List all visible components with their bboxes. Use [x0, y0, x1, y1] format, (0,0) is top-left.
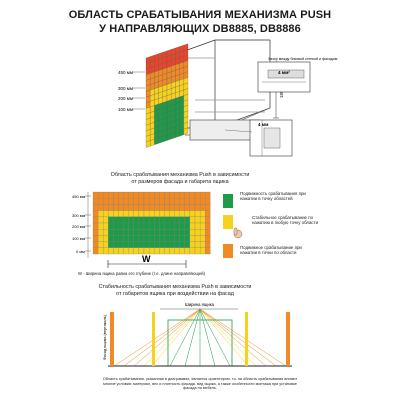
- flat-grid-cell: [159, 217, 164, 223]
- flat-grid-cell: [170, 217, 175, 223]
- flat-grid-cell: [195, 248, 200, 254]
- flat-grid-cell: [124, 229, 129, 235]
- flat-grid-cell: [98, 248, 103, 254]
- fan-diagram: [0, 298, 400, 378]
- flat-grid-cell: [159, 204, 164, 210]
- flat-grid-cell: [103, 211, 108, 217]
- flat-grid-cell: [149, 229, 154, 235]
- flat-grid-cell: [134, 198, 139, 204]
- flat-grid-cell: [98, 242, 103, 248]
- flat-grid-cell: [200, 235, 205, 241]
- flat-grid-cell: [170, 192, 175, 198]
- flat-grid-cell: [119, 217, 124, 223]
- height-label-200: 200 мм: [118, 96, 133, 101]
- legend-text-yellow: Стабильное срабатывание по нажатию в любую точку области: [252, 215, 319, 226]
- flat-grid-cell: [170, 223, 175, 229]
- flat-grid-cell: [149, 242, 154, 248]
- legend-text-orange: Подвижное срабатывание при нажатии в точки по области: [240, 245, 302, 256]
- flat-grid-cell: [108, 204, 113, 210]
- flat-grid-cell: [185, 242, 190, 248]
- flat-grid-cell: [108, 223, 113, 229]
- caption-2-line-1: Область срабатывания механизма Push в зависимости: [110, 172, 250, 178]
- inset-detail-top: [258, 62, 310, 92]
- flat-grid-cell: [108, 211, 113, 217]
- height-label-450: 450 мм: [118, 70, 133, 75]
- flat-grid-cell: [200, 217, 205, 223]
- flat-grid-cell: [113, 242, 118, 248]
- flat-grid-cell: [139, 235, 144, 241]
- flat-grid-cell: [200, 242, 205, 248]
- flat-grid-cell: [205, 229, 210, 235]
- flat-grid-cell: [205, 192, 210, 198]
- drawer-3d-diagram: [0, 0, 400, 175]
- flat-grid-cell: [144, 217, 149, 223]
- flat-grid-cell: [154, 248, 159, 254]
- flat-grid-cell: [180, 229, 185, 235]
- flat-grid-cell: [195, 229, 200, 235]
- flat-grid-cell: [170, 248, 175, 254]
- flat-grid-cell: [124, 248, 129, 254]
- flat-grid-cell: [190, 248, 195, 254]
- flat-grid-cell: [139, 223, 144, 229]
- flat-grid-cell: [170, 235, 175, 241]
- fan-line: [200, 309, 230, 366]
- flat-grid-cell: [93, 192, 98, 198]
- flat-grid-cell: [200, 229, 205, 235]
- pointing-hand-icon: [234, 228, 242, 238]
- flat-grid-cell: [205, 204, 210, 210]
- flat-grid-cell: [113, 229, 118, 235]
- flat-grid-cell: [200, 192, 205, 198]
- flat-axis-label-300: 300 мм: [72, 213, 86, 218]
- flat-grid-cell: [139, 217, 144, 223]
- flat-grid-cell: [139, 204, 144, 210]
- fan-line: [200, 309, 276, 366]
- legend-swatch-yellow: [223, 215, 233, 229]
- flat-axis-label-0: 0 мм: [76, 249, 85, 254]
- flat-grid-cell: [139, 211, 144, 217]
- flat-grid-cell: [98, 235, 103, 241]
- flat-grid-cell: [119, 242, 124, 248]
- flat-grid-cell: [93, 235, 98, 241]
- flat-grid-cell: [119, 235, 124, 241]
- flat-grid-cell: [180, 223, 185, 229]
- caption-section-3: [60, 284, 290, 297]
- flat-grid-cell: [98, 198, 103, 204]
- flat-grid-cell: [119, 229, 124, 235]
- flat-grid-cell: [129, 204, 134, 210]
- flat-grid-cell: [108, 229, 113, 235]
- flat-grid-cell: [205, 217, 210, 223]
- flat-grid-cell: [134, 223, 139, 229]
- flat-grid-cell: [124, 204, 129, 210]
- flat-grid-cell: [144, 229, 149, 235]
- facade-heat-grid: [146, 44, 188, 148]
- flat-grid-cell: [190, 242, 195, 248]
- gap-label-bottom: 4 мм: [258, 122, 269, 127]
- flat-grid-cell: [139, 242, 144, 248]
- flat-grid-cell: [149, 204, 154, 210]
- legend-item-green: [240, 191, 318, 201]
- flat-grid-cell: [103, 229, 108, 235]
- inset-note: Зазор между боковой стенкой и фасадом: [268, 57, 338, 61]
- fan-line: [124, 309, 200, 366]
- flat-grid-cell: [190, 211, 195, 217]
- flat-grid-cell: [119, 192, 124, 198]
- flat-grid-cell: [149, 192, 154, 198]
- flat-grid-cell: [164, 204, 169, 210]
- flat-grid-cell: [205, 223, 210, 229]
- flat-grid-cell: [159, 229, 164, 235]
- flat-grid-cell: [190, 229, 195, 235]
- flat-grid-cell: [149, 211, 154, 217]
- flat-grid-cell: [164, 223, 169, 229]
- flat-grid-cell: [205, 198, 210, 204]
- flat-grid-cell: [98, 192, 103, 198]
- facade-side-label: Фасад ящика (вертикаль): [103, 314, 107, 360]
- flat-grid-cell: [129, 223, 134, 229]
- flat-grid-cell: [103, 223, 108, 229]
- flat-grid-cell: [119, 204, 124, 210]
- flat-grid-cell: [185, 204, 190, 210]
- flat-grid-cell: [103, 242, 108, 248]
- flat-grid-cell: [190, 204, 195, 210]
- flat-grid-cell: [195, 204, 200, 210]
- flat-grid-cell: [205, 248, 210, 254]
- flat-grid-cell: [103, 198, 108, 204]
- flat-grid-cell: [108, 192, 113, 198]
- flat-grid-cell: [129, 217, 134, 223]
- flat-grid-cell: [200, 204, 205, 210]
- flat-grid-cell: [154, 242, 159, 248]
- w-note: W - Ширина ящика равна его глубине (т.е. длине направляющей): [78, 271, 206, 276]
- flat-grid-cell: [170, 198, 175, 204]
- flat-grid-cell: [144, 192, 149, 198]
- flat-grid-cell: [103, 204, 108, 210]
- flat-grid-cell: [134, 242, 139, 248]
- flat-grid-cell: [93, 223, 98, 229]
- flat-grid-cell: [108, 235, 113, 241]
- height-leaders: [132, 72, 145, 109]
- flat-grid-cell: [113, 235, 118, 241]
- width-of-drawer-label: Ширина ящика: [185, 302, 214, 307]
- flat-grid-cell: [103, 235, 108, 241]
- flat-axis-label-450: 450 мм: [72, 194, 86, 199]
- flat-grid-cell: [180, 248, 185, 254]
- flat-grid-cell: [175, 242, 180, 248]
- flat-grid-cell: [113, 204, 118, 210]
- flat-grid-cell: [170, 242, 175, 248]
- flat-grid-cell: [159, 198, 164, 204]
- flat-grid-cell: [144, 198, 149, 204]
- flat-grid-cell: [139, 192, 144, 198]
- flat-grid-cell: [175, 204, 180, 210]
- flat-grid-cell: [185, 223, 190, 229]
- flat-grid-cell: [124, 211, 129, 217]
- flat-grid-cell: [190, 217, 195, 223]
- flat-grid-cell: [164, 217, 169, 223]
- flat-grid-cell: [159, 211, 164, 217]
- flat-grid-cell: [180, 235, 185, 241]
- flat-grid-cell: [180, 211, 185, 217]
- flat-grid-cell: [98, 211, 103, 217]
- flat-grid-cell: [134, 217, 139, 223]
- flat-heat-grid: [93, 192, 210, 254]
- height-label-300: 300 мм: [118, 86, 133, 91]
- fan-line: [152, 309, 200, 366]
- flat-grid-cell: [175, 223, 180, 229]
- flat-grid-cell: [124, 235, 129, 241]
- flat-grid-cell: [175, 248, 180, 254]
- flat-grid-cell: [159, 242, 164, 248]
- flat-grid-cell: [164, 192, 169, 198]
- flat-grid-cell: [200, 223, 205, 229]
- flat-grid-cell: [195, 242, 200, 248]
- flat-grid-cell: [119, 211, 124, 217]
- flat-grid-cell: [185, 198, 190, 204]
- flat-grid-cell: [154, 211, 159, 217]
- flat-grid-cell: [108, 248, 113, 254]
- fan-lines: [114, 309, 286, 366]
- flat-grid-cell: [195, 198, 200, 204]
- flat-grid-cell: [180, 204, 185, 210]
- flat-grid-cell: [159, 235, 164, 241]
- flat-grid-cell: [185, 211, 190, 217]
- flat-grid-cell: [119, 198, 124, 204]
- flat-grid-cell: [139, 198, 144, 204]
- flat-grid-cell: [170, 204, 175, 210]
- flat-grid-cell: [190, 223, 195, 229]
- flat-grid-cell: [195, 217, 200, 223]
- flat-grid-cell: [144, 242, 149, 248]
- height-label-100: 100 мм: [118, 107, 133, 112]
- footnote: Область срабатывания, указанная в диаграммах, является ориентиром, т.к. на область срабатывания влияют многие условия: материал, вес и плотность фасада, вид ящика, а также особенности монтажа при установке фасада на мебель.: [102, 377, 298, 391]
- flat-grid-cell: [154, 204, 159, 210]
- flat-grid-cell: [154, 198, 159, 204]
- flat-grid-cell: [185, 217, 190, 223]
- flat-grid-cell: [205, 211, 210, 217]
- caption-2-line-2: от размеров фасада и габарита ящика: [131, 178, 229, 185]
- flat-grid-cell: [154, 192, 159, 198]
- flat-grid-cell: [119, 248, 124, 254]
- flat-grid-cell: [190, 235, 195, 241]
- flat-grid-cell: [190, 198, 195, 204]
- flat-grid-cell: [159, 192, 164, 198]
- flat-grid-cell: [144, 204, 149, 210]
- flat-grid-cell: [93, 229, 98, 235]
- legend-item-orange: [240, 245, 320, 255]
- flat-grid-cell: [205, 235, 210, 241]
- flat-grid-cell: [190, 192, 195, 198]
- flat-grid-cell: [98, 204, 103, 210]
- flat-grid-cell: [129, 242, 134, 248]
- flat-grid-cell: [175, 235, 180, 241]
- flat-grid-cell: [205, 242, 210, 248]
- flat-grid-cell: [195, 223, 200, 229]
- flat-grid-cell: [200, 198, 205, 204]
- flat-grid-cell: [129, 235, 134, 241]
- flat-grid-cell: [113, 198, 118, 204]
- flat-grid-cell: [180, 198, 185, 204]
- flat-grid-cell: [108, 198, 113, 204]
- flat-grid-cell: [129, 211, 134, 217]
- flat-grid-cell: [134, 248, 139, 254]
- flat-grid-cell: [164, 248, 169, 254]
- flat-grid-cell: [154, 217, 159, 223]
- flat-grid-cell: [195, 235, 200, 241]
- flat-grid-cell: [103, 217, 108, 223]
- fan-line: [200, 309, 248, 366]
- gap-label-top: 4 мм²: [278, 70, 290, 75]
- fan-line: [134, 309, 200, 366]
- flat-grid-cell: [113, 192, 118, 198]
- flat-grid-cell: [175, 192, 180, 198]
- flat-grid-cell: [93, 204, 98, 210]
- flat-grid-cell: [134, 235, 139, 241]
- flat-grid-cell: [119, 223, 124, 229]
- flat-grid-cell: [108, 217, 113, 223]
- caption-3-line-2: от габаритов ящика при воздействии на фасад: [116, 290, 234, 297]
- flat-grid-cell: [164, 229, 169, 235]
- flat-grid-cell: [175, 229, 180, 235]
- flat-grid-cell: [98, 229, 103, 235]
- flat-grid-cell: [113, 211, 118, 217]
- flat-axis-label-100: 100 мм: [72, 236, 86, 241]
- flat-grid-cell: [124, 223, 129, 229]
- legend-text-green: Подвижность срабатывания при нажатии в точку областей: [240, 191, 306, 202]
- flat-grid-cell: [113, 223, 118, 229]
- flat-grid-cell: [93, 198, 98, 204]
- flat-grid-cell: [185, 235, 190, 241]
- flat-grid-cell: [149, 235, 154, 241]
- flat-grid-cell: [149, 223, 154, 229]
- flat-grid-cell: [164, 211, 169, 217]
- legend-swatch-green: [223, 194, 233, 208]
- width-label: W: [142, 254, 151, 264]
- flat-grid-cell: [195, 192, 200, 198]
- legend-item-yellow: [252, 215, 322, 225]
- flat-grid-cell: [185, 229, 190, 235]
- caption-section-2: [70, 172, 290, 185]
- flat-grid-cell: [129, 248, 134, 254]
- flat-grid-cell: [154, 229, 159, 235]
- flat-grid-cell: [134, 204, 139, 210]
- flat-grid-cell: [129, 198, 134, 204]
- flat-grid-cell: [124, 242, 129, 248]
- flat-grid-diagram: [0, 188, 400, 280]
- flat-grid-cell: [175, 211, 180, 217]
- flat-grid-cell: [93, 211, 98, 217]
- fan-line: [200, 309, 266, 366]
- flat-grid-cell: [103, 248, 108, 254]
- flat-grid-cell: [170, 229, 175, 235]
- flat-grid-cell: [159, 223, 164, 229]
- flat-grid-cell: [195, 211, 200, 217]
- title-line-1: ОБЛАСТЬ СРАБАТЫВАНИЯ МЕХАНИЗМА PUSH: [68, 9, 332, 21]
- flat-grid-cell: [129, 192, 134, 198]
- flat-grid-cell: [154, 223, 159, 229]
- flat-grid-cell: [144, 211, 149, 217]
- flat-grid-cell: [154, 235, 159, 241]
- flat-grid-cell: [164, 242, 169, 248]
- flat-grid-cell: [180, 242, 185, 248]
- flat-grid-cell: [108, 242, 113, 248]
- flat-grid-cell: [175, 217, 180, 223]
- flat-grid-cell: [134, 229, 139, 235]
- flat-grid-cell: [93, 248, 98, 254]
- flat-grid-cell: [180, 217, 185, 223]
- flat-grid-cell: [144, 223, 149, 229]
- flat-grid-cell: [149, 198, 154, 204]
- flat-grid-cell: [144, 235, 149, 241]
- flat-axis-label-200: 200 мм: [72, 224, 86, 229]
- flat-grid-cell: [124, 198, 129, 204]
- flat-grid-cell: [124, 217, 129, 223]
- flat-grid-cell: [98, 223, 103, 229]
- flat-grid-cell: [139, 229, 144, 235]
- legend-swatch-orange: [223, 244, 233, 258]
- flat-grid-cell: [164, 198, 169, 204]
- inset-detail-bottom: [250, 120, 292, 156]
- flat-grid-cell: [200, 248, 205, 254]
- fan-line: [170, 309, 200, 366]
- flat-grid-cell: [103, 192, 108, 198]
- flat-grid-cell: [180, 192, 185, 198]
- flat-grid-cell: [113, 217, 118, 223]
- flat-grid-cell: [170, 211, 175, 217]
- flat-grid-cell: [175, 198, 180, 204]
- flat-grid-cell: [134, 192, 139, 198]
- flat-grid-cell: [164, 235, 169, 241]
- flat-grid-cell: [129, 229, 134, 235]
- flat-grid-cell: [93, 217, 98, 223]
- flat-grid-cell: [159, 248, 164, 254]
- flat-grid-cell: [185, 248, 190, 254]
- caption-3-line-1: Стабильность срабатывания механизма Push в зависимости: [98, 284, 252, 290]
- flat-grid-cell: [185, 192, 190, 198]
- flat-grid-cell: [93, 242, 98, 248]
- flat-grid-cell: [200, 211, 205, 217]
- flat-grid-cell: [134, 211, 139, 217]
- flat-grid-cell: [124, 192, 129, 198]
- flat-grid-cell: [113, 248, 118, 254]
- flat-grid-cell: [149, 217, 154, 223]
- flat-grid-cell: [98, 217, 103, 223]
- title-line-2: У НАПРАВЛЯЮЩИХ DB8885, DB8886: [99, 23, 301, 35]
